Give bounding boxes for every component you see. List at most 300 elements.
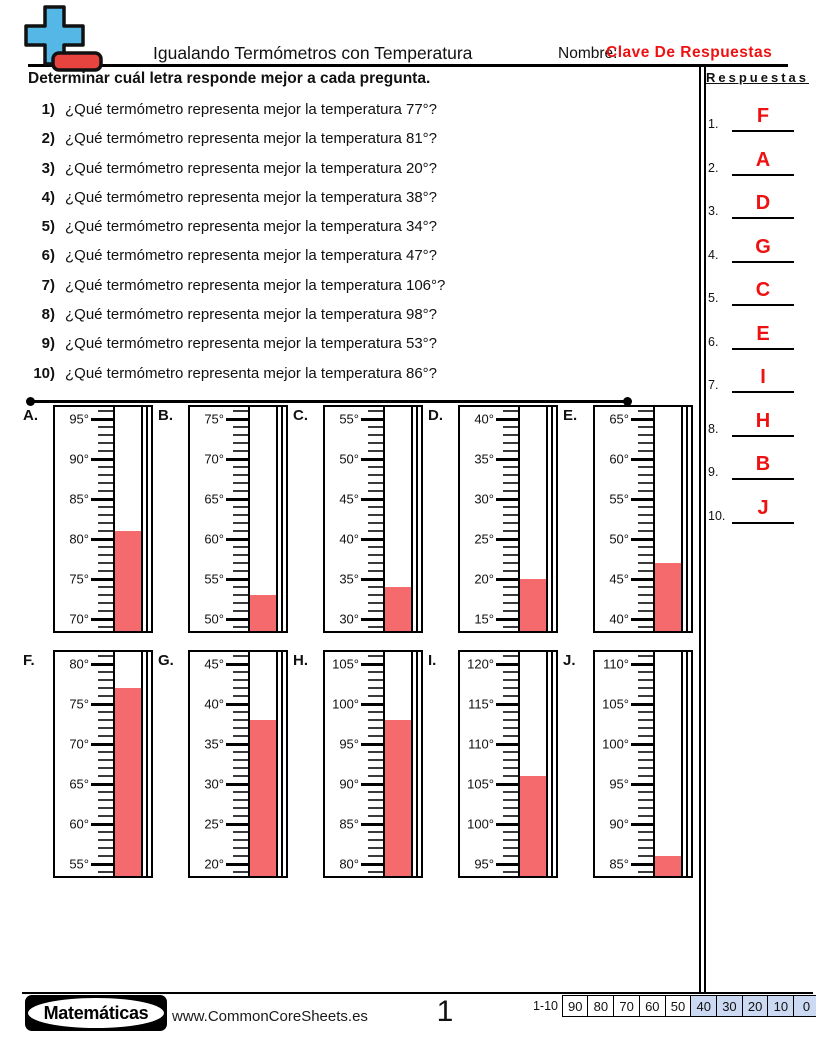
answer-blank-line (732, 105, 794, 132)
minor-tick (233, 855, 248, 857)
question-row (0, 101, 690, 130)
answer-row (708, 276, 808, 306)
minor-tick (233, 522, 248, 524)
thermometer-tube (653, 652, 683, 876)
answer-letter: E (756, 322, 770, 345)
answer-blank-line (732, 279, 794, 306)
minor-tick (503, 506, 518, 508)
major-tick (631, 578, 653, 581)
minor-tick (638, 839, 653, 841)
major-tick (226, 498, 248, 501)
question-text: ¿Qué termómetro representa mejor la temperatura 106°? (65, 276, 446, 294)
answer-blank-line (732, 410, 794, 437)
minor-tick (503, 775, 518, 777)
minor-tick (98, 530, 113, 532)
answer-row (708, 450, 808, 480)
scale-label: 70° (69, 736, 89, 752)
minor-tick (638, 655, 653, 657)
question-text: ¿Qué termómetro representa mejor la temperatura 81°? (65, 130, 437, 148)
minor-tick (503, 514, 518, 516)
thermometer (563, 405, 698, 637)
scale-label: 35° (339, 571, 359, 587)
minor-tick (233, 735, 248, 737)
minor-tick (368, 679, 383, 681)
question-row (0, 247, 690, 276)
minor-tick (98, 727, 113, 729)
minor-tick (503, 759, 518, 761)
minor-tick (368, 482, 383, 484)
minor-tick (368, 735, 383, 737)
major-tick (226, 823, 248, 826)
minor-tick (503, 791, 518, 793)
minor-tick (233, 554, 248, 556)
answer-number: 3. (708, 204, 719, 218)
scale-label: 95° (474, 856, 494, 872)
minor-tick (503, 807, 518, 809)
thermometer-letter: E. (563, 407, 578, 424)
question-text: ¿Qué termómetro representa mejor la temperatura 34°? (65, 218, 437, 236)
scale-label: 40° (339, 531, 359, 547)
thermometer (563, 650, 698, 882)
score-cell: 90 (562, 995, 589, 1017)
minor-tick (233, 847, 248, 849)
thermometer-letter: H. (293, 652, 308, 669)
thermometer-box (323, 650, 423, 878)
mercury-fill (385, 587, 411, 631)
minor-tick (98, 751, 113, 753)
score-cell: 70 (613, 995, 640, 1017)
thermometer-tube (248, 407, 278, 631)
scale-label: 50° (204, 611, 224, 627)
scale-label: 65° (69, 776, 89, 792)
minor-tick (368, 711, 383, 713)
scale-label: 15° (474, 611, 494, 627)
thermometer-inner-line (416, 652, 418, 876)
scale-label: 90° (609, 816, 629, 832)
minor-tick (98, 474, 113, 476)
major-tick (91, 663, 113, 666)
page-title: Igualando Termómetros con Temperatura (153, 43, 473, 63)
minor-tick (638, 474, 653, 476)
score-range-label: 1-10 (532, 999, 558, 1013)
minor-tick (638, 695, 653, 697)
minor-tick (368, 839, 383, 841)
commoncoresheets-logo (14, 4, 114, 76)
minor-tick (638, 610, 653, 612)
scale-label: 70° (69, 611, 89, 627)
minor-tick (233, 799, 248, 801)
minor-tick (368, 426, 383, 428)
major-tick (91, 863, 113, 866)
thermometer-letter: J. (563, 652, 576, 669)
mercury-fill (520, 579, 546, 631)
scale-label: 120° (467, 656, 494, 672)
minor-tick (233, 434, 248, 436)
major-tick (631, 703, 653, 706)
thermometer-letter: D. (428, 407, 443, 424)
minor-tick (98, 626, 113, 628)
major-tick (226, 783, 248, 786)
major-tick (496, 578, 518, 581)
minor-tick (638, 522, 653, 524)
thermometer-tube (383, 407, 413, 631)
major-tick (91, 823, 113, 826)
scale-label: 60° (204, 531, 224, 547)
thermometer-box (593, 405, 693, 633)
major-tick (361, 418, 383, 421)
question-number: 2) (41, 130, 55, 148)
minor-tick (638, 594, 653, 596)
minor-tick (638, 735, 653, 737)
minor-tick (98, 711, 113, 713)
minor-tick (98, 586, 113, 588)
brand-badge (25, 995, 167, 1031)
instructions-text: Determinar cuál letra responde mejor a cada pregunta. (28, 70, 431, 87)
minor-tick (638, 506, 653, 508)
scale-label: 100° (602, 736, 629, 752)
answer-number: 7. (708, 378, 719, 392)
question-text: ¿Qué termómetro representa mejor la temperatura 86°? (65, 364, 437, 382)
minor-tick (233, 490, 248, 492)
minor-tick (233, 807, 248, 809)
scale-label: 35° (204, 736, 224, 752)
minor-tick (638, 751, 653, 753)
minor-tick (233, 410, 248, 412)
minor-tick (503, 450, 518, 452)
minor-tick (233, 831, 248, 833)
question-text: ¿Qué termómetro representa mejor la temperatura 38°? (65, 188, 437, 206)
minor-tick (503, 594, 518, 596)
answer-number: 6. (708, 334, 719, 349)
minor-tick (503, 711, 518, 713)
answer-row (708, 363, 808, 393)
scale-label: 40° (204, 696, 224, 712)
scale-label: 105° (602, 696, 629, 712)
mercury-fill (115, 688, 141, 876)
scale-label: 20° (204, 856, 224, 872)
scale-label: 50° (339, 451, 359, 467)
answer-letter: F (756, 105, 770, 127)
major-tick (631, 498, 653, 501)
mercury-fill (520, 776, 546, 876)
question-number: 5) (41, 218, 55, 236)
thermometer-tube (113, 407, 143, 631)
scale-label: 115° (468, 696, 494, 712)
minor-tick (233, 506, 248, 508)
minor-tick (233, 815, 248, 817)
minor-tick (233, 602, 248, 604)
minor-tick (98, 855, 113, 857)
minor-tick (233, 679, 248, 681)
major-tick (496, 458, 518, 461)
major-tick (91, 418, 113, 421)
minor-tick (233, 570, 248, 572)
answer-letter: H (755, 409, 771, 432)
question-number: 7) (41, 276, 55, 294)
minor-tick (233, 839, 248, 841)
minor-tick (368, 594, 383, 596)
sidebar-divider-outer (699, 66, 701, 992)
major-tick (91, 618, 113, 621)
answer-row (708, 494, 808, 524)
minor-tick (233, 711, 248, 713)
scale-label: 40° (609, 611, 629, 627)
score-cell: 20 (742, 995, 769, 1017)
name-label: Nombre: (558, 45, 618, 62)
minor-tick (233, 791, 248, 793)
answer-blank-line (732, 366, 794, 393)
thermometer (428, 405, 563, 637)
section-divider-line (30, 400, 628, 403)
minor-tick (503, 695, 518, 697)
answer-letter: I (760, 366, 766, 388)
minor-tick (368, 514, 383, 516)
minor-tick (98, 799, 113, 801)
thermometer-inner-line (146, 652, 148, 876)
answer-blank-line (732, 323, 794, 350)
minor-tick (368, 871, 383, 873)
major-tick (91, 538, 113, 541)
major-tick (361, 783, 383, 786)
thermometer-box (188, 650, 288, 878)
question-text: ¿Qué termómetro representa mejor la temperatura 47°? (65, 247, 437, 265)
minor-tick (503, 871, 518, 873)
minor-tick (368, 687, 383, 689)
major-tick (361, 458, 383, 461)
answer-row (708, 407, 808, 437)
website-url: www.CommonCoreSheets.es (172, 1008, 368, 1025)
answer-letter: D (755, 192, 771, 214)
scale-label: 105° (332, 656, 359, 672)
answer-number: 8. (708, 421, 719, 436)
minor-tick (98, 514, 113, 516)
major-tick (91, 578, 113, 581)
thermometer-letter: G. (158, 652, 174, 669)
answer-blank-line (732, 149, 794, 176)
minor-tick (368, 791, 383, 793)
minor-tick (98, 546, 113, 548)
score-cell: 60 (639, 995, 666, 1017)
minor-tick (638, 514, 653, 516)
minor-tick (638, 871, 653, 873)
thermometer-box (53, 405, 153, 633)
major-tick (496, 703, 518, 706)
scale-label: 110° (603, 656, 629, 672)
minor-tick (503, 727, 518, 729)
answer-blank-line (732, 192, 794, 219)
minor-tick (503, 442, 518, 444)
major-tick (496, 418, 518, 421)
major-tick (496, 823, 518, 826)
question-number: 9) (41, 335, 55, 353)
minor-tick (503, 490, 518, 492)
minor-tick (98, 594, 113, 596)
scale-label: 65° (204, 491, 224, 507)
thermometer-inner-line (551, 407, 553, 631)
minor-tick (233, 442, 248, 444)
minor-tick (638, 450, 653, 452)
question-text: ¿Qué termómetro representa mejor la temperatura 98°? (65, 306, 437, 324)
mercury-fill (655, 856, 681, 876)
score-cell: 30 (716, 995, 743, 1017)
thermometer (23, 650, 158, 882)
score-table (563, 995, 816, 1017)
major-tick (496, 498, 518, 501)
minor-tick (503, 610, 518, 612)
minor-tick (98, 434, 113, 436)
major-tick (361, 618, 383, 621)
minor-tick (98, 679, 113, 681)
thermometer-box (593, 650, 693, 878)
minor-tick (368, 522, 383, 524)
thermometer-letter: B. (158, 407, 173, 424)
scale-label: 35° (474, 451, 494, 467)
minor-tick (503, 671, 518, 673)
answer-row (708, 189, 808, 219)
answer-letter: B (755, 453, 771, 475)
minor-tick (368, 554, 383, 556)
minor-tick (638, 586, 653, 588)
minor-tick (368, 847, 383, 849)
minor-tick (503, 530, 518, 532)
answer-blank-line (732, 236, 794, 263)
brand-name: Matemáticas (28, 998, 164, 1028)
minor-tick (368, 655, 383, 657)
scale-label: 85° (69, 491, 89, 507)
scale-label: 80° (69, 531, 89, 547)
minor-tick (233, 514, 248, 516)
major-tick (226, 578, 248, 581)
scale-label: 75° (69, 571, 89, 587)
minor-tick (503, 410, 518, 412)
minor-tick (503, 847, 518, 849)
minor-tick (98, 655, 113, 657)
thermometer-inner-line (686, 407, 688, 631)
answer-row (708, 233, 808, 263)
minor-tick (98, 735, 113, 737)
scale-label: 100° (332, 696, 359, 712)
thermometer-inner-line (686, 652, 688, 876)
major-tick (496, 743, 518, 746)
scale-label: 30° (339, 611, 359, 627)
scale-label: 40° (474, 411, 494, 427)
minor-tick (98, 450, 113, 452)
minor-tick (233, 530, 248, 532)
minor-tick (98, 490, 113, 492)
answer-row (708, 320, 808, 350)
minor-tick (233, 586, 248, 588)
thermometer-box (458, 650, 558, 878)
minor-tick (233, 482, 248, 484)
scale-label: 105° (467, 776, 494, 792)
minor-tick (503, 562, 518, 564)
minor-tick (233, 450, 248, 452)
scale-label: 85° (609, 856, 629, 872)
answer-blank-line (732, 453, 794, 480)
major-tick (226, 418, 248, 421)
minor-tick (638, 847, 653, 849)
minor-tick (98, 562, 113, 564)
thermometer-letter: A. (23, 407, 38, 424)
answer-key-label: Clave De Respuestas (606, 44, 773, 61)
score-cell: 10 (767, 995, 794, 1017)
scale-label: 90° (339, 776, 359, 792)
major-tick (226, 538, 248, 541)
minor-tick (368, 610, 383, 612)
scale-label: 30° (204, 776, 224, 792)
minor-tick (233, 671, 248, 673)
scale-label: 80° (69, 656, 89, 672)
minor-tick (98, 522, 113, 524)
header-divider (28, 64, 788, 67)
minor-tick (638, 554, 653, 556)
major-tick (361, 663, 383, 666)
mercury-fill (655, 563, 681, 631)
scale-label: 75° (69, 696, 89, 712)
minor-tick (233, 727, 248, 729)
minor-tick (98, 831, 113, 833)
score-cell: 80 (587, 995, 614, 1017)
scale-label: 55° (339, 411, 359, 427)
answer-letter: G (755, 235, 771, 258)
minor-tick (638, 759, 653, 761)
minor-tick (98, 687, 113, 689)
minor-tick (368, 815, 383, 817)
question-number: 6) (41, 247, 55, 265)
question-row (0, 365, 690, 394)
minor-tick (368, 474, 383, 476)
minor-tick (368, 546, 383, 548)
minor-tick (638, 711, 653, 713)
minor-tick (503, 434, 518, 436)
minor-tick (233, 775, 248, 777)
major-tick (361, 578, 383, 581)
minor-tick (233, 594, 248, 596)
minor-tick (503, 799, 518, 801)
thermometer (293, 650, 428, 882)
minor-tick (503, 482, 518, 484)
minor-tick (503, 570, 518, 572)
minor-tick (368, 490, 383, 492)
minor-tick (98, 839, 113, 841)
minor-tick (638, 815, 653, 817)
scale-label: 45° (339, 491, 359, 507)
thermometer-tube (518, 407, 548, 631)
minor-tick (98, 482, 113, 484)
minor-tick (368, 719, 383, 721)
mercury-fill (250, 595, 276, 631)
minor-tick (368, 570, 383, 572)
minor-tick (638, 426, 653, 428)
minor-tick (503, 831, 518, 833)
minor-tick (503, 839, 518, 841)
minor-tick (503, 474, 518, 476)
minor-tick (368, 807, 383, 809)
minor-tick (368, 671, 383, 673)
minor-tick (638, 530, 653, 532)
thermometer (293, 405, 428, 637)
major-tick (91, 458, 113, 461)
minor-tick (638, 466, 653, 468)
minor-tick (638, 671, 653, 673)
scale-label: 95° (609, 776, 629, 792)
minor-tick (503, 602, 518, 604)
minor-tick (98, 442, 113, 444)
major-tick (361, 538, 383, 541)
minor-tick (233, 655, 248, 657)
scale-label: 95° (339, 736, 359, 752)
minor-tick (638, 775, 653, 777)
